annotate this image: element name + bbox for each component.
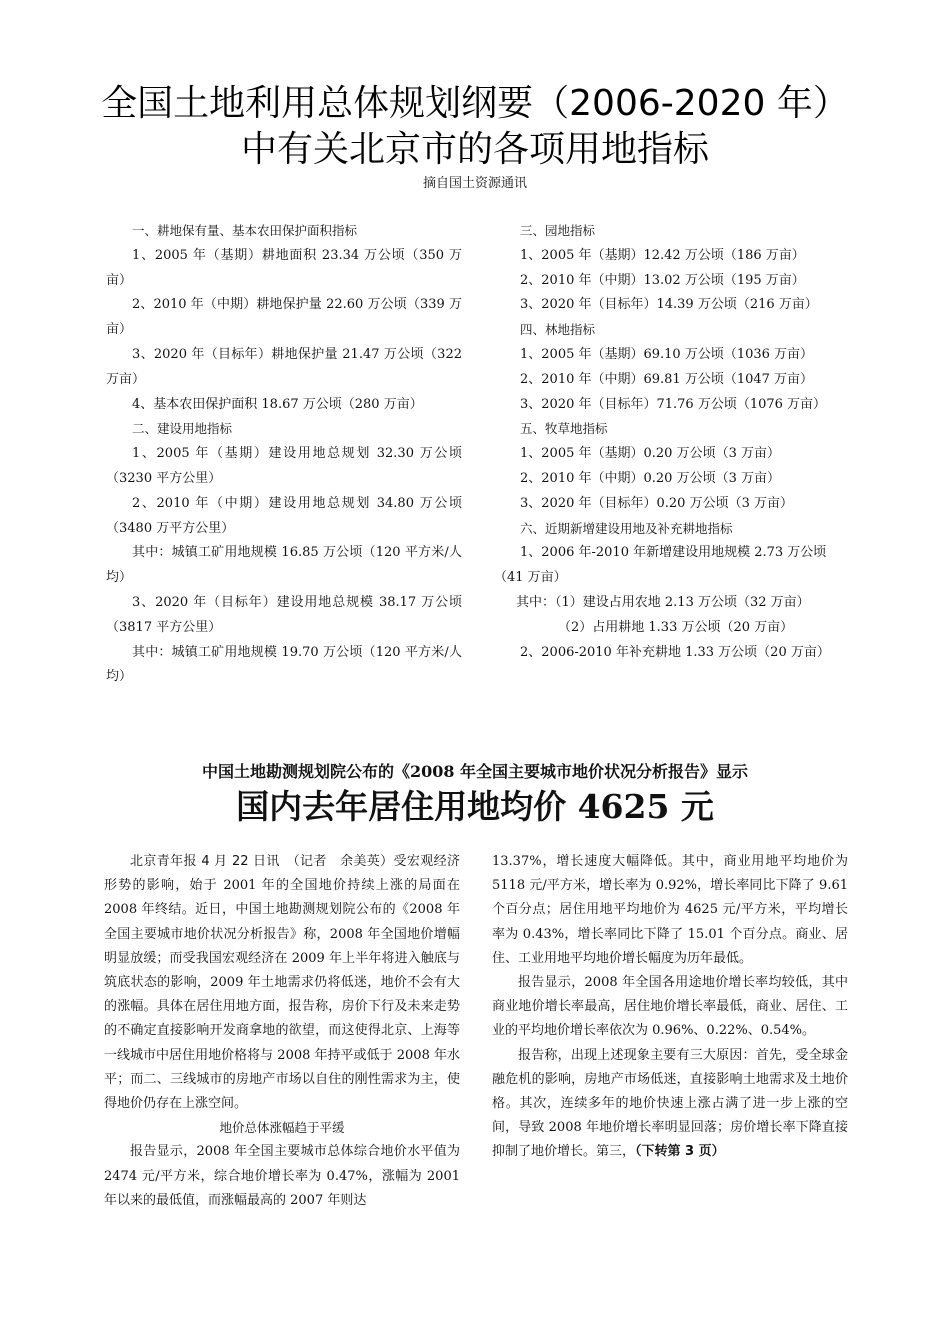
article-text: 报告称，出现上述现象主要有三大原因：首先，受全球金融危机的影响，房地产市场低迷，直接影响土地需求及土地价格。其次，连续多年的地价快速上涨占满了进一步上涨的空间，导致 2008 年地价增长率明显回落；房价增长率下降直接抑制了地价增长。第三， (492, 1047, 848, 1160)
indicator-item: 2、2010 年（中期）13.02 万公顷（195 万亩） (520, 272, 805, 288)
section-heading-new-construction: 六、近期新增建设用地及补充耕地指标 (520, 520, 733, 536)
indicator-item: （2）占用耕地 1.33 万公顷（20 万亩） (558, 619, 794, 635)
article-paragraph: 13.37%，增长速度大幅降低。其中，商业用地平均地价为 5118 元/平方米，增长率为 0.92%，增长率同比下降了 9.61 个百分点；居住用地平均地价为 4625 元/平方米，平均增长率为 0.43%，增长率同比下降了 15.01 个百分点。商业、居住、工业用地平均地价增长幅度为历年最低。 (492, 854, 848, 966)
article-column-right (492, 850, 848, 1165)
indicator-item: 3、2020 年（目标年）71.76 万公顷（1076 万亩） (520, 396, 827, 412)
indicator-column-right (494, 219, 850, 665)
indicator-item: 3、2020 年（目标年）建设用地总规模 38.17 万公顷（3817 平方公里） (106, 594, 462, 635)
document-title-line1: 全国土地利用总体规划纲要（2006-2020 年） (101, 83, 849, 124)
indicator-item: 其中：城镇工矿用地规模 19.70 万公顷（120 平方米/人均） (106, 644, 462, 685)
document-title-line2: 中有关北京市的各项用地指标 (240, 129, 709, 170)
indicator-item: 2、2010 年（中期）耕地保护量 22.60 万公顷（339 万亩） (106, 297, 462, 338)
indicator-item: 2、2006-2010 年补充耕地 1.33 万公顷（20 万亩） (520, 644, 830, 660)
indicator-item: 1、2006 年-2010 年新增建设用地规模 2.73 万公顷（41 万亩） (494, 545, 827, 586)
article-column-left (104, 850, 460, 1213)
article-headline: 国内去年居住用地均价 4625 元 (236, 787, 714, 826)
indicator-item: 3、2020 年（目标年）耕地保护量 21.47 万公顷（322 万亩） (106, 346, 462, 387)
article-paragraph (492, 1044, 848, 1165)
indicator-item: 其中：城镇工矿用地规模 16.85 万公顷（120 平方米/人均） (106, 545, 462, 586)
indicator-item: 1、2005 年（基期）69.10 万公顷（1036 万亩） (520, 346, 814, 362)
indicator-item: 2、2010 年（中期）建设用地总规划 34.80 万公顷（3480 万平方公里） (106, 495, 462, 536)
section-heading-garden: 三、园地指标 (520, 223, 596, 238)
article-subtitle: 中国土地勘测规划院公布的《2008 年全国主要城市地价状况分析报告》显示 (201, 762, 749, 781)
article-section-heading: 地价总体涨幅趋于平缓 (219, 1120, 345, 1136)
article-paragraph: 报告显示，2008 年全国主要城市总体综合地价水平值为 2474 元/平方米，综合地价增长率为 0.47%，涨幅为 2001 年以来的最低值，而涨幅最高的 2007 年则达 (104, 1144, 460, 1208)
continued-note: （下转第 3 页） (635, 1144, 725, 1160)
indicator-item: 3、2020 年（目标年）0.20 万公顷（3 万亩） (520, 495, 793, 511)
source-note: 摘自国土资源通讯 (422, 176, 527, 191)
indicator-item: 4、基本农田保护面积 18.67 万公顷（280 万亩） (132, 396, 423, 412)
indicator-item: 其中：（1）建设占用农地 2.13 万公顷（32 万亩） (516, 594, 810, 610)
indicator-item: 1、2005 年（基期）耕地面积 23.34 万公顷（350 万亩） (106, 247, 462, 288)
indicator-item: 1、2005 年（基期）12.42 万公顷（186 万亩） (520, 247, 805, 263)
indicator-item: 2、2010 年（中期）0.20 万公顷（3 万亩） (520, 470, 780, 486)
indicator-item: 1、2005 年（基期）建设用地总规划 32.30 万公顷（3230 平方公里） (106, 446, 462, 486)
article-paragraph (104, 850, 460, 1116)
section-heading-construction: 二、建设用地指标 (132, 421, 233, 437)
indicator-item: 2、2010 年（中期）69.81 万公顷（1047 万亩） (520, 371, 814, 387)
indicator-item: 1、2005 年（基期）0.20 万公顷（3 万亩） (520, 446, 780, 462)
article-text: （记者 余美英）受宏观经济形势的影响，始于 2001 年的全国地价持续上涨的局面在 2008 年终结。近日，中国土地勘测规划院公布的《2008 年全国主要城市地价状况分析报告》称，2008 年全国地价增幅明显放缓；而受我国宏观经济在 2009 年上半年将进入触底与筑底状态的影响，2009 年土地需求仍将低迷，地价不会有大的涨幅。具体在居住用地方面，报告称，房价下行及未来走势的不确定直接影响开发商拿地的欲望，而这使得北京、上海等一线城市中居住用地价格将与 2008 年持平或低于 2008 年水平；而二、三线城市的房地产市场以自住的刚性需求为主，使得地价仍存在上涨空间。 (104, 854, 460, 1112)
section-heading-pasture: 五、牧草地指标 (520, 421, 608, 437)
section-heading-cultivated: 一、耕地保有量、基本农田保护面积指标 (132, 223, 358, 238)
indicator-item: 3、2020 年（目标年）14.39 万公顷（216 万亩） (520, 297, 818, 313)
indicator-column-left (106, 219, 462, 690)
section-heading-forest: 四、林地指标 (520, 322, 596, 338)
article-dateline: 北京青年报 4 月 22 日讯 (130, 854, 280, 869)
article-paragraph: 报告显示，2008 年全国各用途地价增长率均较低，其中商业地价增长率最高，居住地价增长率最低，商业、居住、工业的平均地价增长率依次为 0.96%、0.22%、0.54%。 (492, 975, 848, 1039)
